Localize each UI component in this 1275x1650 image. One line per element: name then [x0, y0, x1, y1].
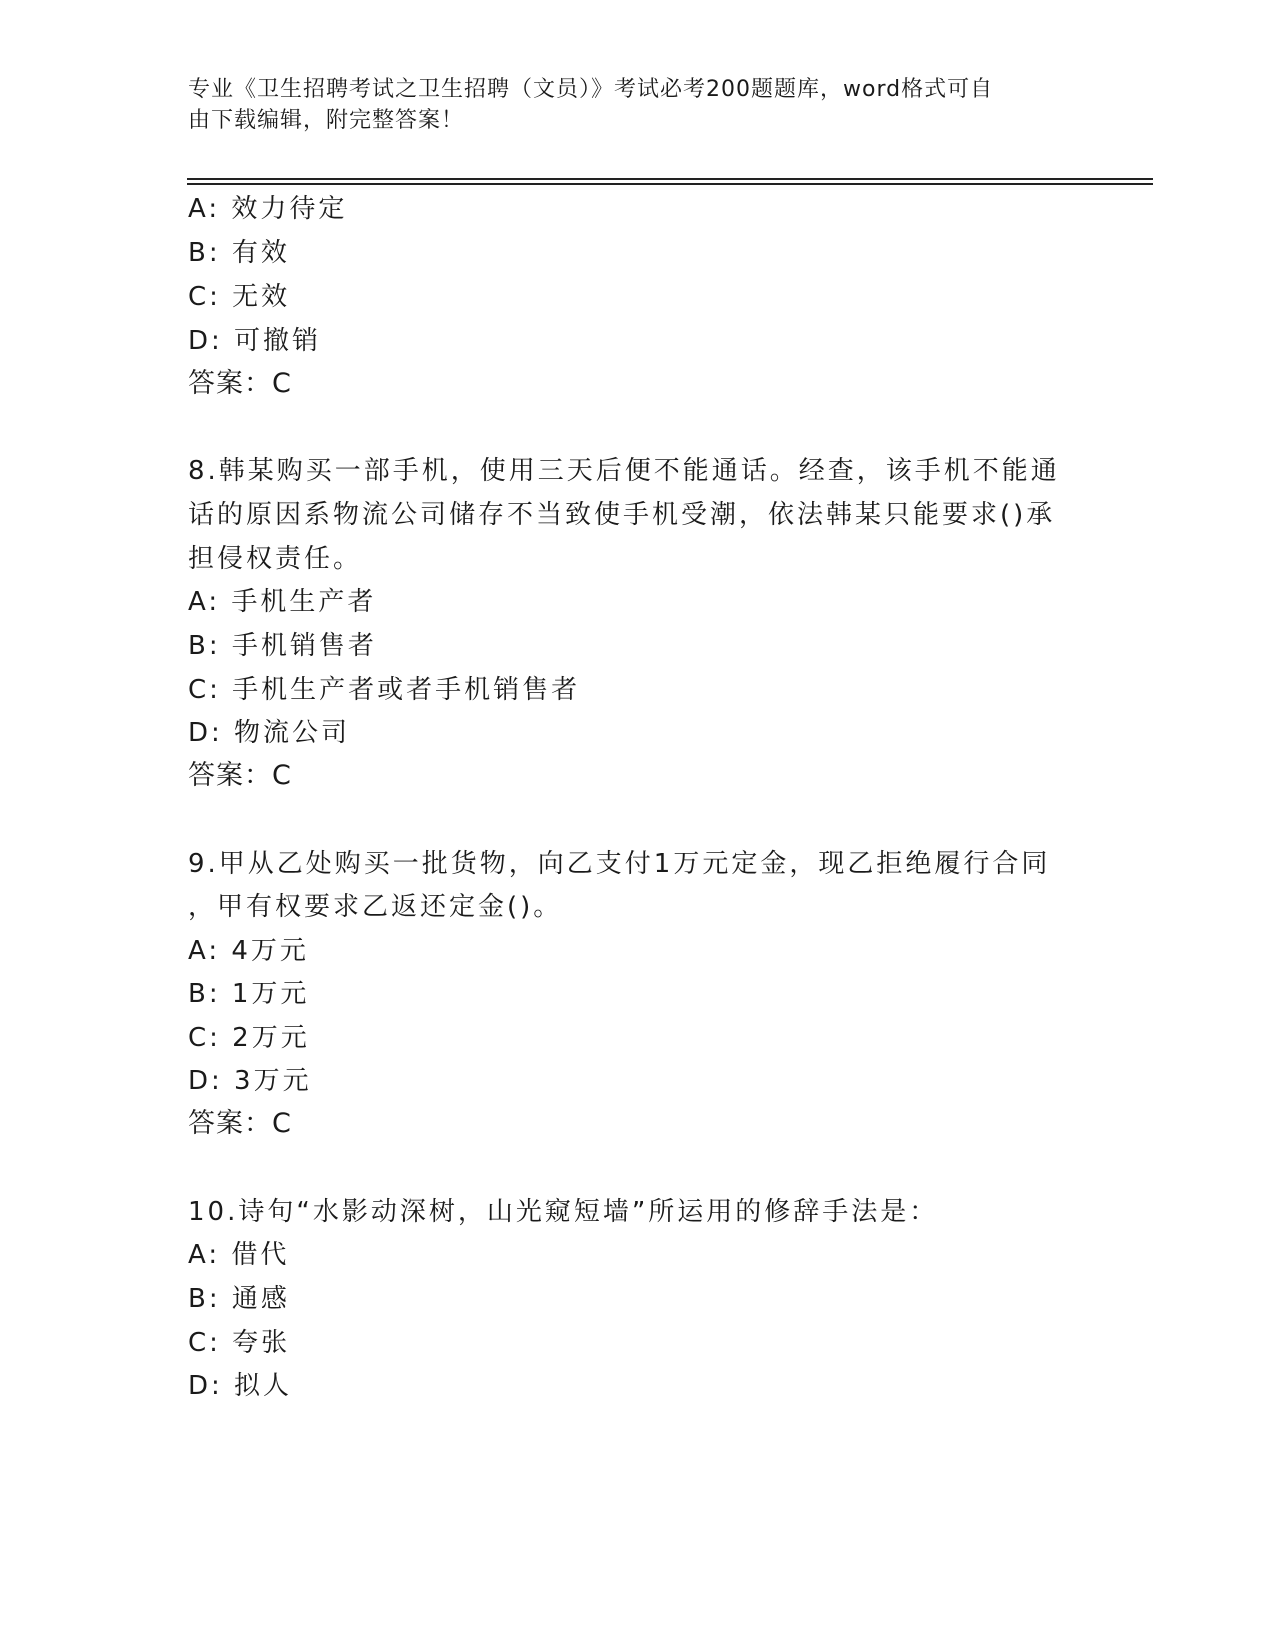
- q8-text-line-2: 话的原因系物流公司储存不当致使手机受潮，依法韩某只能要求()承: [188, 500, 1056, 530]
- header-rule-top: [187, 178, 1153, 180]
- q8-text-line-3: 担侵权责任。: [188, 544, 363, 574]
- q10-option-d: D: 拟人: [188, 1371, 293, 1401]
- document-header: [188, 74, 1068, 136]
- q10-option-c: C: 夸张: [188, 1328, 291, 1358]
- q7-option-b: B: 有效: [188, 238, 290, 268]
- q8-option-c: C: 手机生产者或者手机销售者: [188, 675, 581, 705]
- q9-option-a: A: 4万元: [188, 936, 309, 966]
- q10-text-line-1: 10.诗句“水影动深树，山光窥短墙”所运用的修辞手法是：: [188, 1197, 939, 1227]
- q7-option-d: D: 可撤销: [188, 326, 322, 356]
- q10-option-a: A: 借代: [188, 1240, 290, 1270]
- q7-option-a: A: 效力待定: [188, 194, 348, 224]
- q7-option-c: C: 无效: [188, 282, 291, 312]
- q8-text-line-1: 8.韩某购买一部手机，使用三天后便不能通话。经查，该手机不能通: [188, 456, 1060, 486]
- q9-answer: 答案：C: [188, 1108, 292, 1139]
- header-line-1: 专业《卫生招聘考试之卫生招聘（文员）》考试必考200题题库，word格式可自: [188, 77, 994, 102]
- q7-answer: 答案：C: [188, 368, 292, 399]
- q8-answer: 答案：C: [188, 760, 292, 791]
- q8-option-b: B: 手机销售者: [188, 631, 377, 661]
- header-line-2: 由下载编辑，附完整答案！: [188, 108, 465, 133]
- q9-option-c: C: 2万元: [188, 1023, 310, 1053]
- q9-text-line-2: ，甲有权要求乙返还定金()。: [188, 892, 563, 922]
- q8-option-a: A: 手机生产者: [188, 587, 377, 617]
- q9-option-b: B: 1万元: [188, 979, 310, 1009]
- header-rule-bottom: [187, 183, 1153, 185]
- q10-option-b: B: 通感: [188, 1284, 290, 1314]
- q8-option-d: D: 物流公司: [188, 718, 351, 748]
- q9-option-d: D: 3万元: [188, 1066, 312, 1096]
- q9-text-line-1: 9.甲从乙处购买一批货物，向乙支付1万元定金，现乙拒绝履行合同: [188, 849, 1051, 879]
